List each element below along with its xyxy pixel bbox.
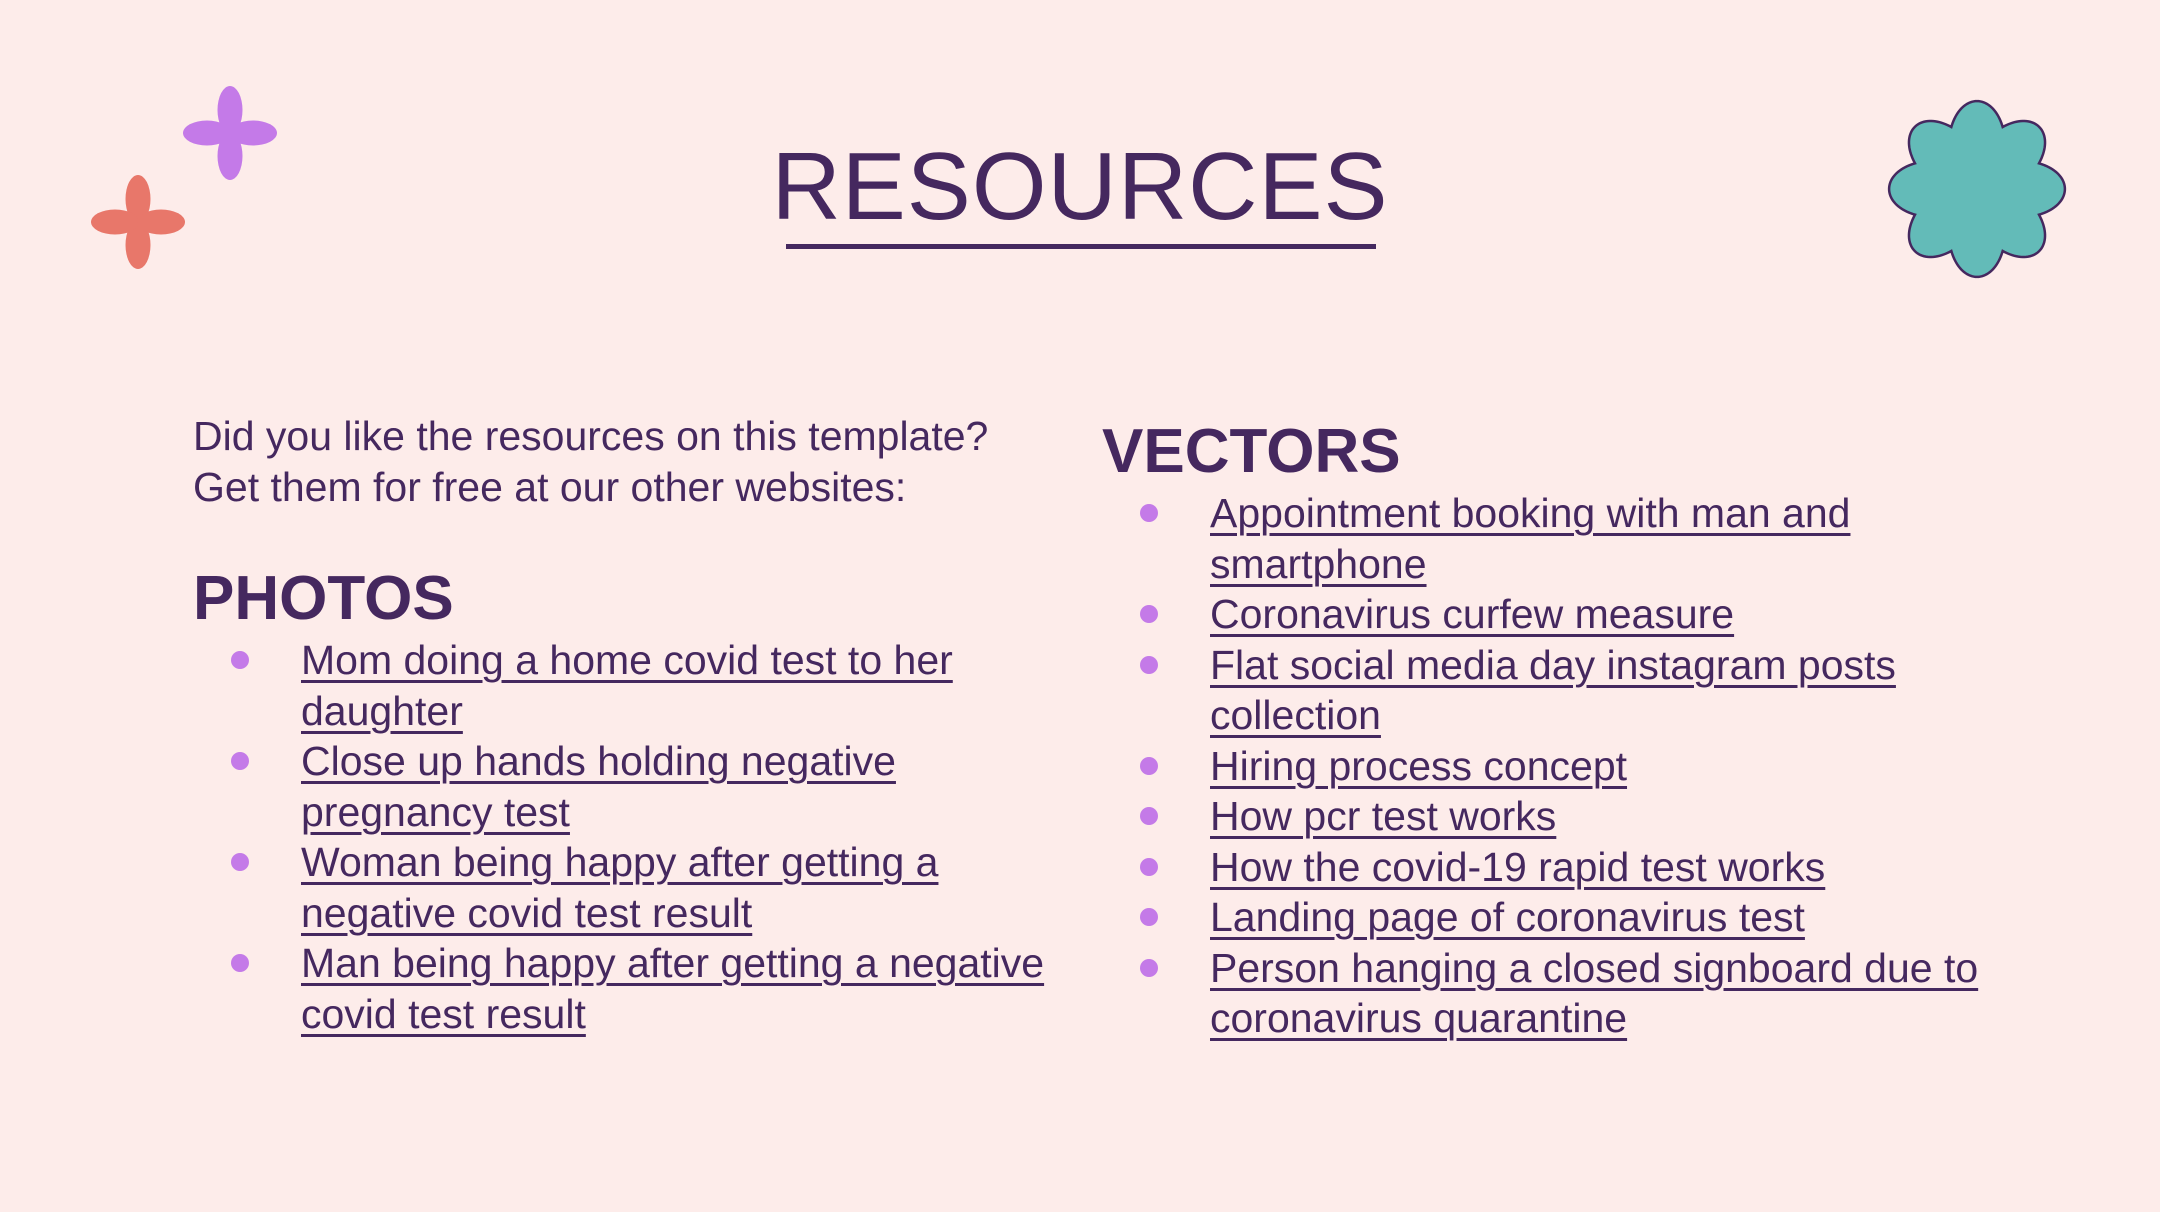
vectors-column	[1102, 411, 2002, 1044]
list-item	[1102, 589, 2002, 640]
vector-link[interactable]: Coronavirus curfew measure	[1210, 591, 1735, 637]
bullet-icon	[1140, 858, 1158, 876]
list-item	[1102, 791, 2002, 842]
list-item	[1102, 943, 2002, 1044]
photos-heading: PHOTOS	[193, 564, 454, 633]
list-item	[1102, 640, 2002, 741]
vector-link[interactable]: How the covid-19 rapid test works	[1210, 843, 1826, 890]
vector-link[interactable]: Landing page of coronavirus test	[1210, 894, 1805, 940]
list-item	[193, 938, 1073, 1039]
bullet-icon	[1140, 605, 1158, 623]
list-item	[1102, 892, 2002, 943]
photo-link[interactable]: Man being happy after getting a negative covid test result	[301, 940, 1045, 1037]
list-item	[1102, 741, 2002, 792]
bullet-icon	[1140, 656, 1158, 674]
vectors-heading: VECTORS	[1102, 417, 1401, 486]
intro-text	[193, 411, 1073, 512]
list-item	[193, 635, 1073, 736]
vector-link[interactable]: Person hanging a closed signboard due to coronavirus quarantine	[1210, 944, 1979, 1041]
list-item	[1102, 488, 2002, 589]
title-underline	[786, 244, 1376, 249]
bullet-icon	[1140, 757, 1158, 775]
intro-line-2: Get them for free at our other websites:	[193, 463, 907, 510]
vector-link[interactable]: Appointment booking with man and smartphone	[1210, 490, 1851, 587]
vector-link[interactable]: Flat social media day instagram posts collection	[1210, 641, 1896, 738]
list-item	[1102, 842, 2002, 893]
bullet-icon	[1140, 504, 1158, 522]
bullet-icon	[1140, 959, 1158, 977]
photos-column	[193, 411, 1073, 1039]
vector-link[interactable]: How pcr test works	[1210, 793, 1557, 839]
bullet-icon	[231, 651, 249, 669]
bullet-icon	[231, 752, 249, 770]
vector-link[interactable]: Hiring process concept	[1210, 742, 1628, 789]
bullet-icon	[231, 853, 249, 871]
photo-link[interactable]: Close up hands holding negative pregnancy test	[301, 738, 896, 835]
page-title: RESOURCES	[771, 133, 1389, 240]
photo-link[interactable]: Woman being happy after getting a negative covid test result	[301, 839, 939, 936]
vectors-list	[1102, 488, 2002, 1044]
bullet-icon	[1140, 908, 1158, 926]
photos-list	[193, 635, 1073, 1039]
bullet-icon	[1140, 807, 1158, 825]
photo-link[interactable]: Mom doing a home covid test to her daughter	[301, 637, 953, 734]
list-item	[193, 837, 1073, 938]
bullet-icon	[231, 954, 249, 972]
intro-line-1: Did you like the resources on this template?	[193, 413, 989, 459]
list-item	[193, 736, 1073, 837]
